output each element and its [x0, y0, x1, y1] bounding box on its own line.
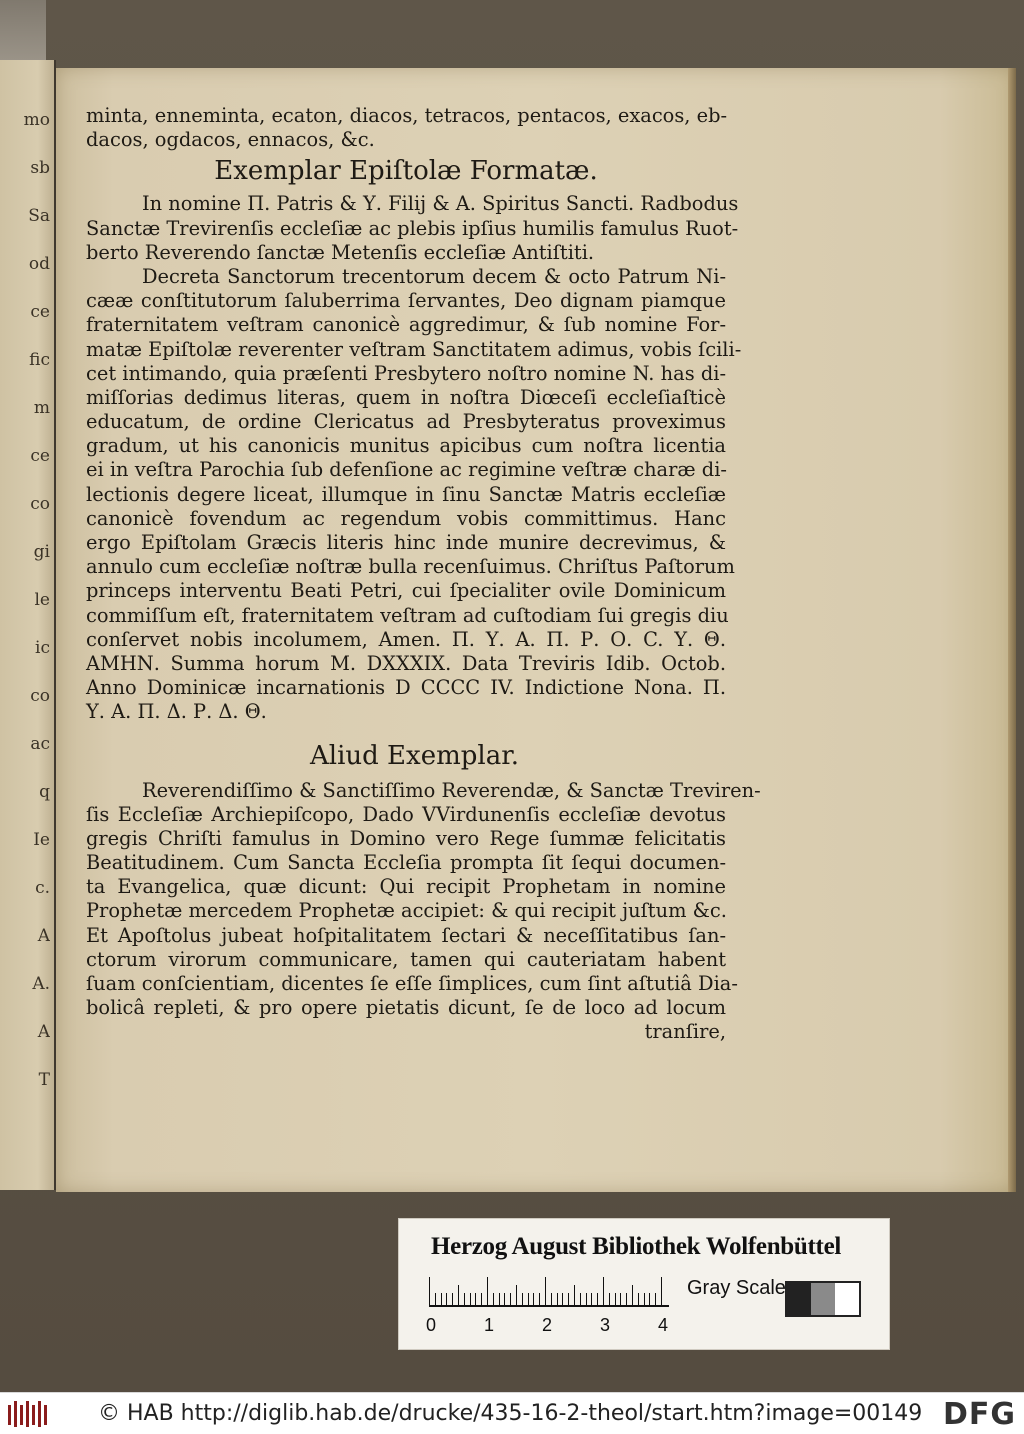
- text-line: cææ conſtitutorum ſaluberrima ſervantes, Deo dignam piamque: [86, 289, 726, 313]
- previous-page-fragment: c.: [35, 878, 50, 898]
- swatch-gray: [811, 1283, 835, 1315]
- text-line: Sanctæ Trevirenſis eccleſiæ ac plebis ipſius humilis famulus Ruot-: [86, 216, 739, 240]
- text-line: fraternitatem veſtram canonicè aggredimur, & ſub nomine For-: [86, 313, 726, 337]
- swatch-white: [835, 1283, 859, 1315]
- library-color-card: [398, 1218, 890, 1350]
- ruler-tick: [452, 1293, 453, 1307]
- ruler-number: 2: [542, 1315, 553, 1335]
- ruler-tick: [475, 1293, 476, 1307]
- ruler-tick: [580, 1293, 581, 1307]
- previous-page-fragment: A: [37, 1022, 50, 1042]
- ruler-tick: [644, 1293, 645, 1307]
- text-line: ſis Eccleſiæ Archiepiſcopo, Dado VVirdunenſis eccleſiæ devotus: [86, 802, 726, 826]
- text-line: dacos, ogdacos, ennacos, &c.: [86, 128, 375, 152]
- text-line: canonicè fovendum ac regendum vobis committimus. Hanc: [86, 506, 726, 530]
- text-line: cet intimando, quia præſenti Presbytero noſtro nomine N. has di-: [86, 361, 726, 385]
- previous-page-fragment: ac: [30, 734, 50, 754]
- ruler-tick: [446, 1293, 447, 1307]
- previous-page-fragment: Ie: [33, 830, 50, 850]
- text-line: princeps interventu Beati Petri, cui ſpecialiter ovile Dominicum: [86, 579, 726, 603]
- text-line: commiſſum eſt, fraternitatem veſtram ad cuſtodiam ſui gregis diu: [86, 603, 729, 627]
- text-line: miſſorias dedimus literas, quem in noſtra Diœceſi eccleſiaſticè: [86, 385, 726, 409]
- ruler-tick: [458, 1285, 459, 1307]
- ruler-tick: [661, 1277, 662, 1307]
- library-name: Herzog August Bibliothek Wolfenbüttel: [431, 1233, 842, 1260]
- previous-page-fragment: sb: [30, 158, 50, 178]
- ruler-tick: [551, 1293, 552, 1307]
- text-line: Υ. Α. Π. Δ. Ρ. Δ. Θ.: [86, 700, 267, 724]
- ruler-tick: [539, 1293, 540, 1307]
- text-line: gregis Chriſti famulus in Domino vero Rege ſummæ felicitatis: [86, 826, 726, 850]
- scan-tab: [0, 0, 46, 66]
- ruler-tick: [464, 1293, 465, 1307]
- ruler-tick: [545, 1277, 546, 1307]
- dfg-logo: DFG: [942, 1397, 1016, 1432]
- text-line: ergo Epiſtolam Græcis literis hinc inde munire decrevimus, &: [86, 531, 726, 554]
- ruler-tick: [522, 1293, 523, 1307]
- ruler-tick: [620, 1293, 621, 1307]
- ruler-number: 3: [600, 1315, 611, 1335]
- ruler-tick: [655, 1293, 656, 1307]
- page-text: [86, 104, 761, 1045]
- previous-page-fragment: Sa: [28, 206, 50, 226]
- heading-exemplar: Exemplar Epiſtolæ Formatæ.: [214, 156, 598, 187]
- text-line: lectionis degere liceat, illumque in ſinu Sanctæ Matris eccleſiæ: [86, 482, 726, 506]
- hab-logo-icon: [6, 1399, 50, 1429]
- ruler-tick: [562, 1293, 563, 1307]
- ruler-tick: [597, 1293, 598, 1307]
- text-line: ctorum virorum communicare, tamen qui cauteriatam habent: [86, 947, 726, 971]
- previous-page-fragment: fic: [29, 350, 50, 370]
- text-line: matæ Epiſtolæ reverenter veſtram Sanctitatem adimus, vobis ſcili-: [86, 337, 742, 361]
- ruler-number: 4: [658, 1315, 669, 1335]
- ruler-tick: [586, 1293, 587, 1307]
- previous-page-fragment: gi: [33, 542, 50, 562]
- ruler-tick: [470, 1293, 471, 1307]
- text-line: ta Evangelica, quæ dicunt: Qui recipit Prophetam in nomine: [86, 875, 726, 899]
- text-line: ſuam conſcientiam, dicentes ſe eſſe ſimplices, cum ſint aſtutiâ Dia-: [86, 972, 738, 995]
- previous-page-fragment: ce: [30, 302, 50, 322]
- ruler-tick: [603, 1277, 604, 1307]
- text-line: Reverendiſſimo & Sanctiſſimo Reverendæ, & Sanctæ Treviren-: [142, 778, 761, 802]
- page-edge: [1008, 68, 1016, 1192]
- ruler-tick: [626, 1293, 627, 1307]
- text-line: Et Apoſtolus jubeat hoſpitalitatem ſectari & neceſſitatibus ſan-: [86, 923, 726, 947]
- ruler-number: 0: [426, 1315, 437, 1335]
- ruler-tick: [487, 1277, 488, 1307]
- ruler-tick: [638, 1293, 639, 1307]
- ruler-tick: [481, 1293, 482, 1307]
- text-line: ei in veſtra Parochia ſub defenſione ac regimine veſtræ charæ di-: [86, 458, 727, 482]
- text-line: Anno Dominicæ incarnationis D CCCC IV. Indictione Nona. Π.: [86, 676, 726, 700]
- previous-page-fragment: co: [30, 494, 50, 514]
- previous-page-fragment: q: [39, 782, 50, 802]
- ruler-tick: [441, 1293, 442, 1307]
- previous-page-fragment: A: [37, 926, 50, 946]
- text-line: Beatitudinem. Cum Sancta Eccleſia prompta ſit ſequi documen-: [86, 851, 726, 875]
- footer-citation: © HAB http://diglib.hab.de/drucke/435-16-2-theol/start.htm?image=00149: [98, 1401, 923, 1426]
- text-line: educatum, de ordine Clericatus ad Presbyteratus proveximus: [86, 410, 726, 434]
- ruler-tick: [632, 1285, 633, 1307]
- heading-aliud: Aliud Exemplar.: [310, 740, 520, 771]
- previous-page-fragment: m: [33, 398, 50, 418]
- previous-page-fragment: le: [34, 590, 50, 610]
- ruler-tick: [499, 1293, 500, 1307]
- ruler-tick: [504, 1293, 505, 1307]
- ruler-tick: [609, 1293, 610, 1307]
- previous-page-fragment: od: [28, 254, 50, 274]
- ruler-tick: [591, 1293, 592, 1307]
- text-line: bolicâ repleti, & pro opere pietatis dicunt, ſe de loco ad locum: [86, 996, 726, 1020]
- ruler-tick: [649, 1293, 650, 1307]
- text-line: gradum, ut his canonicis munitus apicibus cum noſtra licentia: [86, 434, 726, 458]
- ruler-tick: [435, 1293, 436, 1307]
- ruler-tick: [615, 1293, 616, 1307]
- ruler-tick: [429, 1277, 430, 1307]
- swatch-black: [787, 1283, 811, 1315]
- ruler-tick: [510, 1293, 511, 1307]
- ruler-tick: [574, 1285, 575, 1307]
- previous-page-fragment: mo: [23, 110, 50, 130]
- text-line: In nomine Π. Patris & Υ. Filij & Α. Spiritus Sancti. Radbodus: [142, 192, 739, 216]
- gray-scale-label: Gray Scale: [687, 1277, 786, 1299]
- text-line: Decreta Sanctorum trecentorum decem & octo Patrum Ni-: [142, 264, 726, 288]
- text-line: Prophetæ mercedem Prophetæ accipiet: & qui recipit juſtum &c.: [86, 899, 727, 923]
- previous-page-fragment: T: [38, 1070, 50, 1090]
- text-line: conſervet nobis incolumem, Amen. Π. Υ. Α. Π. Ρ. Ο. C. Υ. Θ.: [86, 627, 726, 651]
- text-line: berto Reverendo ſanctæ Metenſis eccleſiæ Antiſtiti.: [86, 240, 595, 264]
- ruler-tick: [568, 1293, 569, 1307]
- text-line: ΑΜΗΝ. Summa horum M. DXXXIX. Data Treviris Idib. Octob.: [86, 651, 726, 675]
- previous-page-fragment: ic: [35, 638, 50, 658]
- previous-page-fragment: ce: [30, 446, 50, 466]
- ruler-baseline: [429, 1305, 669, 1307]
- ruler-tick: [557, 1293, 558, 1307]
- ruler-tick: [493, 1293, 494, 1307]
- ruler-tick: [533, 1293, 534, 1307]
- ruler-tick: [516, 1285, 517, 1307]
- text-line: minta, enneminta, ecaton, diacos, tetracos, pentacos, exacos, eb-: [86, 104, 728, 127]
- gray-scale-swatches: [785, 1281, 861, 1317]
- ruler: [429, 1277, 669, 1307]
- previous-page-fragment: co: [30, 686, 50, 706]
- text-line: annulo cum eccleſiæ noſtræ bulla recenſuimus. Chriſtus Paſtorum: [86, 555, 735, 579]
- catchword: tranſire,: [644, 1020, 726, 1044]
- ruler-tick: [528, 1293, 529, 1307]
- previous-page-fragment: A.: [32, 974, 50, 994]
- previous-page-edge: [0, 60, 56, 1190]
- footer-bar: [0, 1392, 1024, 1434]
- ruler-number: 1: [484, 1315, 495, 1335]
